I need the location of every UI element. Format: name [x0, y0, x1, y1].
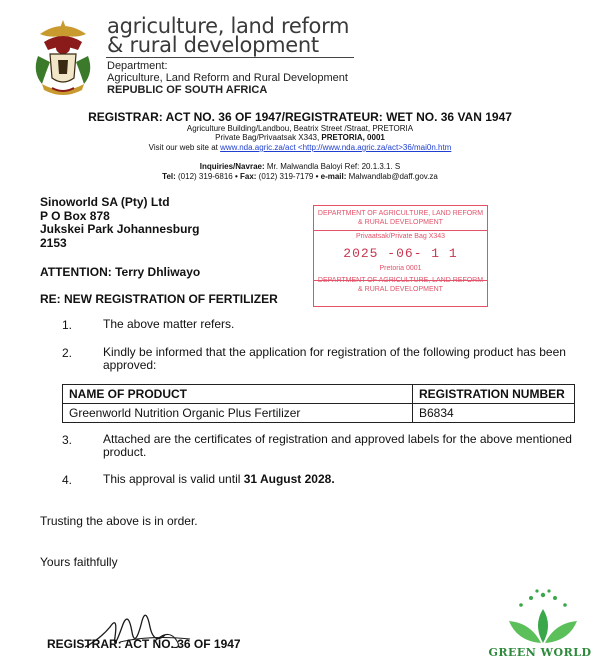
item-text-line1: Attached are the certificates of registration and approved labels for the above mentioned — [103, 432, 572, 446]
website-prefix: Visit our web site at — [148, 143, 221, 152]
address-line2 — [0, 133, 600, 143]
table-row — [63, 404, 575, 423]
stamp-line2: & RURAL DEVELOPMENT — [358, 219, 443, 226]
address-line2-city: PRETORIA, 0001 — [321, 133, 385, 142]
contact-line — [0, 172, 600, 182]
recipient-address — [40, 196, 199, 250]
stamp-divider — [314, 230, 487, 231]
fax-value: (012) 319-7179 — [256, 172, 316, 181]
table-header-row — [63, 385, 575, 404]
column-header-registration: REGISTRATION NUMBER — [413, 385, 575, 404]
item-text-prefix: This approval is valid until — [103, 472, 244, 486]
registration-table — [62, 384, 575, 423]
website-line — [0, 143, 600, 153]
fax-label: • Fax: — [234, 172, 257, 181]
email-label: • e-mail: — [315, 172, 347, 181]
item-text-line2: product. — [103, 445, 147, 459]
stamp-divider-bottom — [314, 280, 487, 281]
item-text-line1: Kindly be informed that the application for registration of the following product has been — [103, 345, 566, 359]
registration-number-cell: B6834 — [413, 404, 575, 423]
recipient-line2: P O Box 878 — [40, 208, 110, 223]
country-name: REPUBLIC OF SOUTH AFRICA — [107, 84, 268, 96]
department-full-name: Agriculture, Land Reform and Rural Development — [107, 72, 348, 84]
closing-trusting: Trusting the above is in order. — [40, 514, 198, 528]
item-text-line2: approved: — [103, 358, 157, 372]
tel-label: Tel: — [162, 172, 176, 181]
recipient-line3: Jukskei Park Johannesburg — [40, 222, 200, 236]
address-line1: Agriculture Building/Landbou, Beatrix Street /Straat, PRETORIA — [186, 124, 414, 133]
department-title-line2: & rural development — [107, 33, 319, 57]
expiry-date: 31 August 2028. — [243, 472, 335, 486]
recipient-line4: 2153 — [40, 235, 67, 250]
website-link[interactable]: www.nda.agric.za/act <http://www.nda.agric.za/act>36/mai0n.htm — [220, 143, 452, 152]
item-text — [103, 346, 566, 372]
item-number: 1. — [62, 318, 73, 332]
signatory-title: REGISTRAR: ACT NO. 36 OF 1947 — [47, 637, 241, 651]
department-subtitle — [107, 60, 348, 96]
column-header-product: NAME OF PRODUCT — [63, 385, 413, 404]
green-world-wordmark: GREEN WORLD — [488, 646, 592, 659]
stamp-line3: Privaatsak/Private Bag X343 — [355, 233, 446, 240]
tel-value: (012) 319-6816 — [175, 172, 235, 181]
item-text — [103, 433, 572, 459]
stamp-line4: Pretoria 0001 — [379, 265, 422, 272]
inquiries-value: Mr. Malwandla Baloyi Ref: 20.1.3.1. S — [264, 162, 401, 171]
coat-of-arms-logo — [30, 16, 96, 102]
address-line2-prefix: Private Bag/Privaatsak X343, — [215, 133, 322, 142]
attention-line: ATTENTION: Terry Dhliwayo — [40, 265, 201, 279]
stamp-date: 2025 -06- 1 1 — [343, 246, 458, 261]
item-number: 4. — [62, 473, 73, 487]
item-number: 3. — [62, 433, 73, 447]
item-text: The above matter refers. — [103, 317, 235, 331]
department-title-line1: agriculture, land reform — [107, 14, 350, 38]
registrar-heading: REGISTRAR: ACT NO. 36 OF 1947/REGISTRATEUR: WET NO. 36 VAN 1947 — [88, 110, 512, 124]
email-value[interactable]: Malwandlab@daff.gov.za — [346, 172, 438, 181]
department-title — [107, 14, 350, 57]
stamp-line1: DEPARTMENT OF AGRICULTURE, LAND REFORM — [317, 210, 484, 217]
item-number: 2. — [62, 346, 73, 360]
title-divider — [106, 57, 354, 58]
stamp-line6: & RURAL DEVELOPMENT — [358, 286, 443, 293]
inquiries-line — [0, 162, 600, 172]
product-name-cell: Greenworld Nutrition Organic Plus Fertilizer — [63, 404, 413, 423]
subject-line: RE: NEW REGISTRATION OF FERTILIZER — [40, 292, 278, 306]
item-text — [103, 473, 335, 486]
recipient-line1: Sinoworld SA (Pty) Ltd — [40, 195, 170, 209]
department-label: Department: — [107, 60, 168, 72]
received-stamp — [313, 205, 488, 307]
inquiries-label: Inquiries/Navrae: — [199, 162, 265, 171]
closing-yours: Yours faithfully — [40, 555, 118, 569]
